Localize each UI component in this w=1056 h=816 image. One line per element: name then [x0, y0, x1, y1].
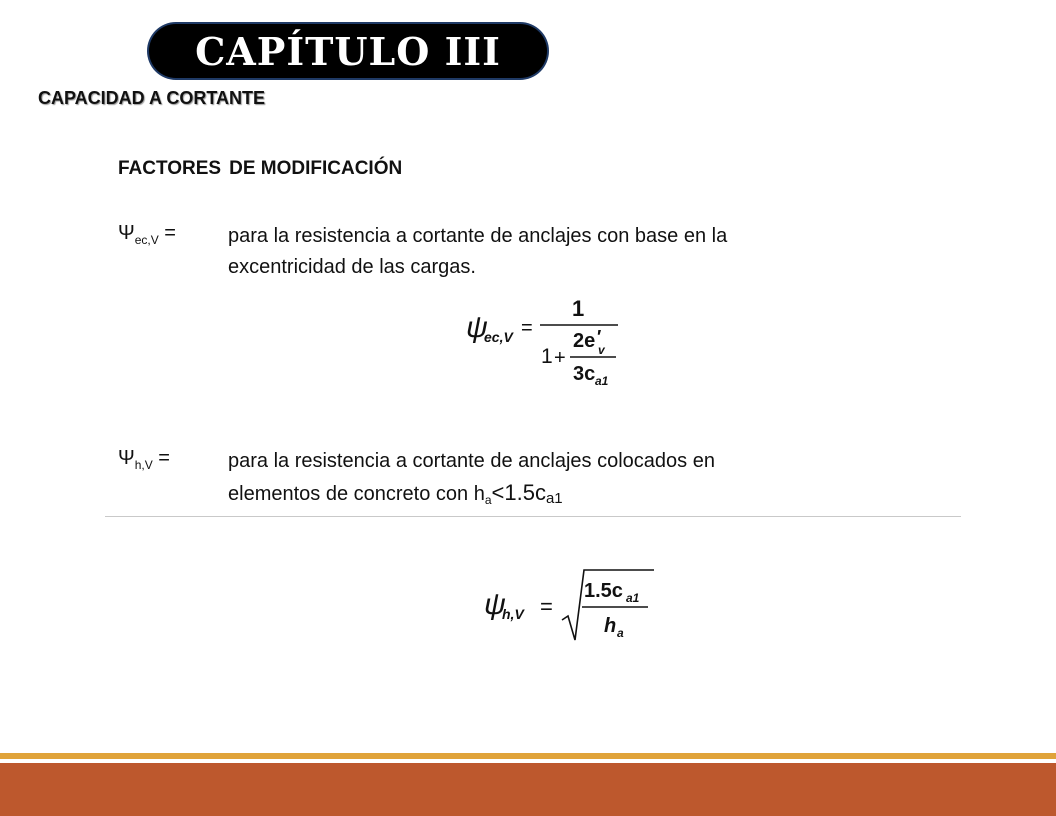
formula1-numerator: 1 [572, 296, 585, 321]
formula-psi-hv [480, 562, 660, 652]
formula1-inner-den: 3c [573, 363, 596, 385]
formula2-lhs-symbol: ψ [484, 588, 506, 621]
footer-accent-line [0, 753, 1056, 759]
factor2-equals: = [158, 447, 170, 469]
formula1-lhs-symbol: ψ [466, 311, 488, 344]
factor1-description [228, 221, 727, 283]
factor2-symbol: Ψ [118, 447, 135, 469]
formula1-inner-num-prime: ′ [597, 327, 602, 347]
factor2-description [228, 446, 715, 516]
factors-heading [118, 158, 402, 180]
formula1-inner-num: 2e [573, 330, 596, 352]
divider-line [105, 516, 961, 517]
factor1-desc-line2: excentricidad de las cargas. [228, 256, 476, 278]
chapter-banner [149, 24, 547, 78]
factor2-desc-cond: <1.5c [491, 480, 546, 505]
heading-word-1: FACTORES [118, 158, 222, 179]
heading-word-2: DE MODIFICACIÓN [229, 158, 403, 179]
formula1-lhs-sub: ec,V [484, 329, 513, 345]
formula1-plus: + [554, 347, 566, 369]
formula2-num: 1.5c [584, 580, 623, 602]
factor1-term [118, 222, 176, 247]
factor2-subscript: h,V [134, 458, 153, 472]
formula1-inner-den-sub: a1 [595, 374, 609, 388]
footer-bar [0, 763, 1056, 816]
factor2-desc-line2 [228, 477, 715, 516]
section-subtitle: CAPACIDAD A CORTANTE [38, 88, 265, 108]
factor2-desc-sub: a [484, 493, 492, 507]
formula1-eq: = [521, 317, 533, 339]
factor1-equals: = [164, 222, 176, 244]
formula2-lhs-sub: h,V [502, 606, 524, 622]
factor1-symbol: Ψ [118, 222, 135, 244]
formula2-num-sub: a1 [626, 591, 640, 605]
formula2-den-sub: a [617, 626, 624, 640]
formula1-inner-num-sub: v [598, 343, 605, 357]
factor2-desc-text: elementos de concreto con h [228, 483, 485, 505]
factor2-desc-cond-sub: a1 [545, 490, 563, 507]
factor1-subscript: ec,V [134, 233, 159, 247]
formula2-eq: = [540, 594, 553, 619]
factor1-desc-line1: para la resistencia a cortante de anclajes con base en la [228, 225, 728, 247]
formula2-den: h [604, 615, 617, 637]
factor2-desc-line1: para la resistencia a cortante de anclajes colocados en [228, 450, 715, 472]
chapter-title: CAPÍTULO III [195, 28, 501, 74]
formula1-one: 1 [541, 345, 553, 368]
formula-psi-ecv [460, 292, 630, 392]
factor2-term [118, 447, 170, 472]
